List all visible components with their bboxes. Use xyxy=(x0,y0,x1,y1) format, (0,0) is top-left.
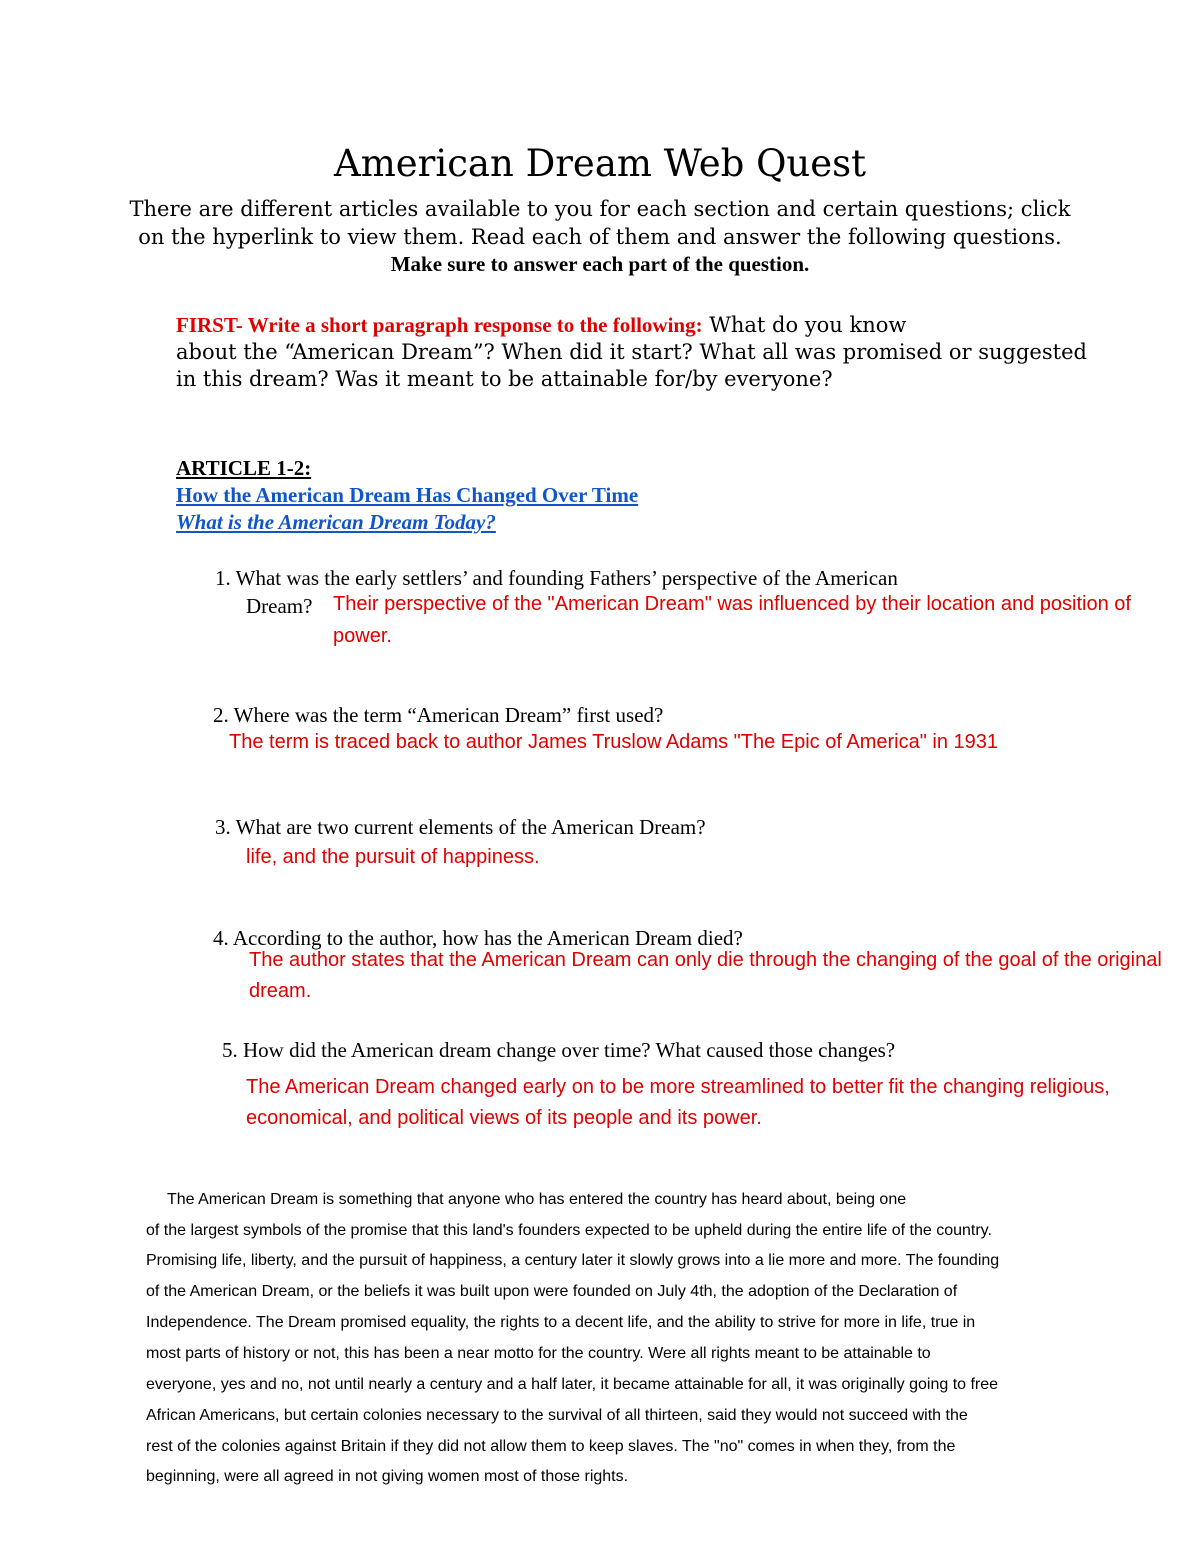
answer-1-line-2: power. xyxy=(333,625,392,647)
question-1: 1. What was the early settlers’ and founding Fathers’ perspective of the American xyxy=(215,566,898,590)
article-heading: ARTICLE 1-2: xyxy=(176,456,312,480)
first-prompt-line-1 xyxy=(176,313,906,338)
answer-3-line-1: life, and the pursuit of happiness. xyxy=(246,846,540,868)
article-link-1[interactable]: How the American Dream Has Changed Over Time xyxy=(176,483,639,507)
response-paragraph-line-1: The American Dream is something that anyone who has entered the country has heard about, being one xyxy=(167,1191,907,1208)
first-prompt-label: FIRST- Write a short paragraph response to the following: xyxy=(176,313,703,337)
answer-4-line-1: The author states that the American Dream can only die through the changing of the goal of the original xyxy=(249,949,1162,971)
first-prompt-text: What do you know xyxy=(702,313,907,337)
question-1-cont: Dream? xyxy=(246,594,313,618)
first-prompt-line-2: about the “American Dream”? When did it start? What all was promised or suggested xyxy=(176,340,1087,364)
response-paragraph-line-10: beginning, were all agreed in not giving women most of those rights. xyxy=(146,1468,629,1485)
response-paragraph-line-4: of the American Dream, or the beliefs it was built upon were founded on July 4th, the adoption of the Declaration of xyxy=(146,1283,958,1300)
response-paragraph-line-9: rest of the colonies against Britain if they did not allow them to keep slaves. The "no" comes in when they, from the xyxy=(146,1438,956,1455)
first-prompt-line-3: in this dream? Was it meant to be attainable for/by everyone? xyxy=(176,367,833,391)
response-paragraph-line-7: everyone, yes and no, not until nearly a century and a half later, it became attainable for all, it was originally going to free xyxy=(146,1376,999,1393)
response-paragraph-line-2: of the largest symbols of the promise that this land's founders expected to be upheld during the entire life of the country. xyxy=(146,1222,992,1239)
intro-line-2: on the hyperlink to view them. Read each of them and answer the following questions. xyxy=(138,225,1062,249)
question-2: 2. Where was the term “American Dream” first used? xyxy=(213,703,664,727)
answer-2-line-1: The term is traced back to author James Truslow Adams "The Epic of America" in 1931 xyxy=(229,731,998,753)
response-paragraph-line-5: Independence. The Dream promised equality, the rights to a decent life, and the ability to strive for more in life, true in xyxy=(146,1314,976,1331)
question-4: 4. According to the author, how has the American Dream died? xyxy=(213,926,743,950)
intro-instruction: Make sure to answer each part of the question. xyxy=(390,252,810,276)
question-5: 5. How did the American dream change over time? What caused those changes? xyxy=(222,1038,896,1062)
response-paragraph-line-6: most parts of history or not, this has been a near motto for the country. Were all rights meant to be attainable to xyxy=(146,1345,931,1362)
response-paragraph-line-3: Promising life, liberty, and the pursuit of happiness, a century later it slowly grows into a lie more and more. The founding xyxy=(146,1252,1000,1269)
answer-5-line-1: The American Dream changed early on to be more streamlined to better fit the changing religious, xyxy=(246,1076,1110,1098)
article-link-2[interactable]: What is the American Dream Today? xyxy=(176,510,496,534)
answer-5-line-2: economical, and political views of its people and its power. xyxy=(246,1107,762,1129)
intro-line-1: There are different articles available to you for each section and certain questions; click xyxy=(129,197,1071,221)
question-3: 3. What are two current elements of the American Dream? xyxy=(215,815,706,839)
answer-1-line-1: Their perspective of the "American Dream" was influenced by their location and position of xyxy=(333,593,1131,615)
document-title: American Dream Web Quest xyxy=(333,142,867,185)
response-paragraph-line-8: African Americans, but certain colonies necessary to the survival of all thirteen, said they would not succeed with the xyxy=(146,1407,968,1424)
answer-4-line-2: dream. xyxy=(249,980,312,1002)
